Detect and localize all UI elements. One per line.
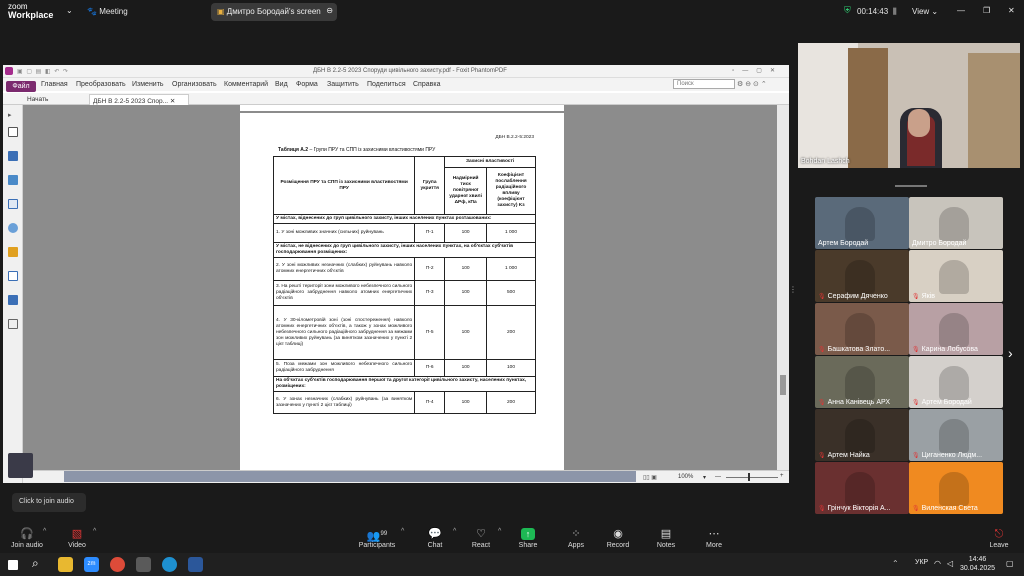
video-off-icon: ▧	[71, 528, 83, 540]
share-button[interactable]: ↑ Share	[503, 527, 553, 549]
join-audio-tooltip: Click to join audio	[12, 493, 86, 512]
participant-name: 🎙 Серафим Дяченко	[818, 293, 888, 300]
row-pressure: 100	[445, 392, 487, 414]
word-icon[interactable]	[188, 557, 203, 572]
record-button[interactable]: ◉ Record	[593, 527, 643, 549]
zoom-dropdown-icon[interactable]: ▾	[703, 475, 707, 481]
col-header-group: Група укриття	[415, 157, 445, 215]
door-background	[968, 53, 1020, 168]
row-description: 2. У зоні можливих незначних (слабких) руйнувань навколо атомних енергетичних об'єктів	[274, 258, 415, 281]
audio-options-icon[interactable]: ^	[43, 528, 47, 535]
horizontal-scrollbar[interactable]	[64, 471, 636, 482]
react-options-icon[interactable]: ^	[498, 528, 502, 535]
screen-share-icon: ▣	[217, 7, 225, 16]
stats-icon[interactable]: ⫼	[893, 7, 897, 16]
view-button[interactable]: View ⌄	[912, 7, 939, 16]
participant-tile[interactable]	[909, 197, 1003, 249]
search-options-icons[interactable]: ⚙ ⊖ ⊙ ⌃	[737, 81, 767, 88]
participant-name: Дмитро Бородай	[912, 240, 967, 247]
row-coefficient: 1 000	[487, 224, 536, 243]
row-pressure: 100	[445, 281, 487, 306]
participant-tile[interactable]	[909, 250, 1003, 302]
zoom-logo: zoom Workplace	[8, 2, 54, 20]
muted-mic-icon: 🎙	[818, 294, 826, 300]
row-description: 1. У зоні можливих значних (сильних) руйнувань	[274, 224, 415, 243]
maximize-icon[interactable]: ❐	[983, 6, 991, 15]
network-icon[interactable]: ◠	[934, 559, 941, 568]
menu-file[interactable]: Файл	[6, 81, 36, 92]
menu-protect[interactable]: Защитить	[327, 81, 359, 88]
menu-home[interactable]: Главная	[41, 81, 68, 88]
participant-tile[interactable]	[909, 409, 1003, 461]
clock[interactable]: 14:46 30.04.2025	[960, 556, 996, 572]
col-header-pressure: Надмірний тиск повітряної ударної хвилі ΔPф, кПа	[445, 168, 487, 215]
speaker-video[interactable]	[798, 43, 1020, 168]
muted-mic-icon: 🎙	[912, 400, 920, 406]
participant-tile[interactable]	[815, 409, 909, 461]
notes-button[interactable]: ▤ Notes	[641, 527, 691, 549]
row-pressure: 100	[445, 360, 487, 377]
row-group: П-1	[415, 224, 445, 243]
participant-video	[845, 260, 875, 294]
zoom-out-icon[interactable]: —	[715, 474, 721, 480]
search-icon[interactable]: ⌕	[32, 556, 39, 570]
participant-tile[interactable]	[909, 356, 1003, 408]
row-pressure: 100	[445, 224, 487, 243]
participant-name: 🎙 Анна Канівець АРХ	[818, 399, 891, 406]
muted-mic-icon: 🎙	[818, 453, 826, 459]
participant-video	[939, 260, 969, 294]
participant-tile[interactable]	[815, 303, 909, 355]
chat-options-icon[interactable]: ^	[453, 528, 457, 535]
participant-name: 🎙 Артем Найка	[818, 452, 870, 459]
calculator-icon[interactable]	[136, 557, 151, 572]
muted-mic-icon: 🎙	[912, 294, 920, 300]
tools-icon[interactable]	[8, 319, 18, 329]
headphones-icon: 🎧	[20, 528, 34, 540]
minimize-icon[interactable]: —	[957, 6, 965, 15]
splitter-handle-icon[interactable]: ⋮	[789, 285, 797, 294]
speaker-name: Bohdan Lashch	[801, 158, 850, 165]
record-icon: ◉	[613, 528, 623, 540]
meeting-toolbar	[0, 523, 1024, 553]
window-controls[interactable]: ▫—▢✕	[732, 68, 783, 74]
video-button[interactable]: ▧ Video	[52, 527, 102, 549]
layers-icon[interactable]	[8, 175, 18, 185]
previous-page-edge	[240, 105, 564, 111]
scrollbar-thumb[interactable]	[780, 375, 786, 395]
participant-name: 🎙 Башкатова Злато...	[818, 346, 891, 353]
participant-video	[939, 419, 969, 453]
quick-access-icons[interactable]: ▣ ▢ ▤ ◧ ↶ ↷	[17, 69, 70, 75]
next-page-icon[interactable]: ›	[1008, 345, 1013, 361]
pdf-window-title: ДБН В 2.2-5 2023 Споруди цивільного захисту.pdf - Foxit PhantomPDF	[313, 68, 507, 74]
row-coefficient: 500	[487, 281, 536, 306]
row-group: П-5	[415, 306, 445, 360]
row-description: 4. У 30-кілометровій зоні (зоні спостереження) навколо атомних енергетичних об'єктів, а також у зонах можливого небезпечного сильного радіаційного забруднення за межами зон можливих руйнувань (за винятком зазначених у пункті 2 цієї таблиці)	[274, 306, 415, 360]
row-coefficient: 1 000	[487, 258, 536, 281]
menu-view[interactable]: Вид	[275, 81, 288, 88]
table-row	[274, 224, 536, 243]
participant-tile[interactable]	[815, 462, 909, 514]
chevron-down-icon[interactable]: ⌄	[66, 6, 73, 15]
participant-video	[939, 313, 969, 347]
apps-button[interactable]: ⁘ Apps	[551, 527, 601, 549]
panel-divider[interactable]	[895, 185, 927, 187]
menu-form[interactable]: Форма	[296, 81, 318, 88]
notes-icon: ▤	[660, 528, 672, 540]
row-group: П-6	[415, 360, 445, 377]
meeting-timer: 00:14:43	[857, 7, 889, 16]
page-header: ДБН В.2.2-5:2023	[495, 135, 534, 140]
shared-screen	[3, 65, 789, 483]
menu-convert[interactable]: Преобразовать	[76, 81, 126, 88]
menu-share[interactable]: Поделиться	[367, 81, 406, 88]
menu-organize[interactable]: Организовать	[172, 81, 217, 88]
table-row	[274, 281, 536, 306]
participant-tile[interactable]	[815, 250, 909, 302]
menu-comment[interactable]: Комментарий	[224, 81, 269, 88]
participant-tile[interactable]	[815, 197, 909, 249]
react-button[interactable]: ♡ React	[456, 527, 506, 549]
comments-icon[interactable]	[8, 199, 18, 209]
close-tab-icon[interactable]: ✕	[169, 98, 176, 105]
participant-video	[939, 366, 969, 400]
participant-name: 🎙 Карина Лобусова	[912, 346, 978, 353]
pdf-menu-bar	[3, 78, 789, 91]
participant-video	[845, 207, 875, 241]
row-group: П-3	[415, 281, 445, 306]
tab-document[interactable]: ДБН В 2.2-5 2023 Спор... ✕	[89, 94, 189, 105]
participant-video	[845, 366, 875, 400]
participant-video	[845, 313, 875, 347]
pdf-tab-bar	[3, 93, 789, 105]
muted-mic-icon: 🎙	[818, 506, 826, 512]
muted-mic-icon: 🎙	[912, 347, 920, 353]
chat-button[interactable]: 💬 Chat	[410, 527, 460, 549]
participant-name: 🎙 Артем Бородай	[912, 399, 972, 406]
muted-mic-icon: 🎙	[912, 453, 920, 459]
participant-name: 🎙 Грінчук Вікторія А...	[818, 505, 891, 512]
attachment-icon[interactable]	[8, 223, 18, 233]
participant-video	[939, 472, 969, 506]
muted-mic-icon: 🎙	[818, 400, 826, 406]
row-pressure: 100	[445, 258, 487, 281]
more-button[interactable]: ⋯ More	[689, 527, 739, 549]
participant-name: 🎙 Яків	[912, 293, 936, 300]
row-coefficient: 200	[487, 392, 536, 414]
volume-icon[interactable]: ◁	[947, 559, 954, 568]
participants-icon: 👥$^{99}$	[366, 530, 388, 543]
edge-icon[interactable]	[162, 557, 177, 572]
col-header-coefficient: Коефіцієнт послаблення радіаційного впливу (коефіцієнт захисту) Kз	[487, 168, 536, 215]
tab-start[interactable]: Начать	[27, 96, 49, 103]
leave-button[interactable]: ⎋ Leave	[974, 527, 1024, 549]
menu-edit[interactable]: Изменить	[132, 81, 164, 88]
self-view-thumbnail[interactable]	[8, 453, 33, 478]
participants-options-icon[interactable]: ^	[401, 528, 405, 535]
col-header-protective: Захисні властивості	[445, 157, 536, 168]
pdf-page	[240, 113, 564, 470]
share-indicator[interactable]: ▣ Дмитро Бородай's screen ⊖	[211, 3, 337, 21]
shelf-background	[848, 48, 888, 168]
row-description: 5. Поза межами зон можливого небезпечного сильного радіаційного забруднення	[274, 360, 415, 377]
table-row	[274, 258, 536, 281]
muted-mic-icon: 🎙	[818, 347, 826, 353]
participant-video	[939, 207, 969, 241]
vertical-scrollbar[interactable]	[777, 105, 789, 470]
file-explorer-icon[interactable]	[58, 557, 73, 572]
tray-chevron-icon[interactable]: ⌃	[892, 559, 899, 568]
more-icon: ⋯	[708, 528, 720, 540]
page-layout-icons[interactable]: ▯▯ ▣	[643, 475, 657, 481]
pages-icon[interactable]	[8, 127, 18, 137]
heart-icon: ♡	[476, 528, 486, 540]
foxit-logo-icon	[5, 67, 13, 75]
participant-tile[interactable]	[909, 462, 1003, 514]
muted-mic-icon: 🎙	[912, 506, 920, 512]
participants-button[interactable]: 👥$^{99}$ Participants	[352, 527, 402, 549]
row-pressure: 100	[445, 306, 487, 360]
signature-icon[interactable]	[8, 271, 18, 281]
forms-icon[interactable]	[8, 295, 18, 305]
close-icon[interactable]: ✕	[1008, 6, 1015, 15]
meeting-button[interactable]: 🐾 Meeting	[87, 7, 128, 16]
participant-name: 🎙 Виленская Света	[912, 505, 978, 512]
zoom-taskbar-icon[interactable]: zm	[84, 557, 99, 572]
row-description: 3. На решті території зони можливого небезпечного сильного радіаційного забруднення навколо атомних енергетичних об'єктів	[274, 281, 415, 306]
video-options-icon[interactable]: ^	[93, 528, 97, 535]
row-group: П-4	[415, 392, 445, 414]
chat-icon: 💬	[428, 528, 442, 540]
table-row	[274, 392, 536, 414]
participant-video	[845, 472, 875, 506]
zoom-slider-thumb[interactable]	[748, 473, 750, 481]
table-caption: Таблиця А.2 – Групи ПРУ та СПП із захисними властивостями ПРУ	[278, 147, 436, 153]
participant-name: 🎙 Циганенко Людм...	[912, 452, 983, 459]
table-row	[274, 306, 536, 360]
zoom-top-bar	[0, 0, 1024, 24]
pdf-sidebar	[3, 105, 23, 483]
table-section-title: На об'єктах суб'єктів господарювання першої та другої категорії цивільного захисту, населених пунктах, розміщених:	[274, 377, 536, 392]
zoom-in-icon[interactable]: +	[780, 473, 784, 479]
participant-tile[interactable]	[909, 303, 1003, 355]
col-header-placement: Розміщення ПРУ та СПП із захисними властивостями ПРУ	[274, 157, 415, 215]
participant-tile[interactable]	[815, 356, 909, 408]
share-icon: ↑	[503, 527, 553, 541]
language-indicator[interactable]: УКР	[915, 559, 929, 566]
expand-panel-icon[interactable]: ▸	[8, 112, 12, 119]
apps-icon: ⁘	[571, 528, 581, 540]
table-section-title: У містах, віднесених до груп цивільного захисту, інших населених пунктах розташованих:	[274, 215, 536, 224]
search-input[interactable]: Поиск	[673, 79, 735, 89]
zoom-level: 100%	[678, 474, 694, 480]
table-section-title: У містах, не віднесених до груп цивільного захисту, інших населених пунктах, на об'єктах суб'єктів господарювання розміщених:	[274, 243, 536, 258]
row-description: 6. У зонах незначних (слабких) руйнувань (за винятком зазначених у пункті 2 цієї таблиці)	[274, 392, 415, 414]
leave-icon: ⎋	[994, 528, 1004, 540]
pdf-title-bar	[3, 65, 789, 78]
windows-taskbar	[0, 553, 1024, 576]
security-icon[interactable]	[8, 247, 18, 257]
row-coefficient: 100	[487, 360, 536, 377]
join-audio-button[interactable]: 🎧 Join audio	[2, 527, 52, 549]
start-icon[interactable]	[8, 560, 18, 570]
shield-icon: ⛨	[844, 5, 851, 15]
notifications-icon[interactable]: ▢	[1006, 559, 1014, 568]
zoom-slider[interactable]	[726, 477, 778, 478]
participant-video	[845, 419, 875, 453]
bookmarks-icon[interactable]	[8, 151, 18, 161]
table-row	[274, 360, 536, 377]
participant-name: Артем Бородай	[818, 240, 869, 247]
more-options-icon[interactable]: ⊖	[326, 6, 333, 15]
shelter-groups-table	[273, 156, 536, 414]
row-coefficient: 200	[487, 306, 536, 360]
chrome-icon[interactable]	[110, 557, 125, 572]
row-group: П-2	[415, 258, 445, 281]
person-face	[908, 109, 930, 137]
menu-help[interactable]: Справка	[413, 81, 441, 88]
